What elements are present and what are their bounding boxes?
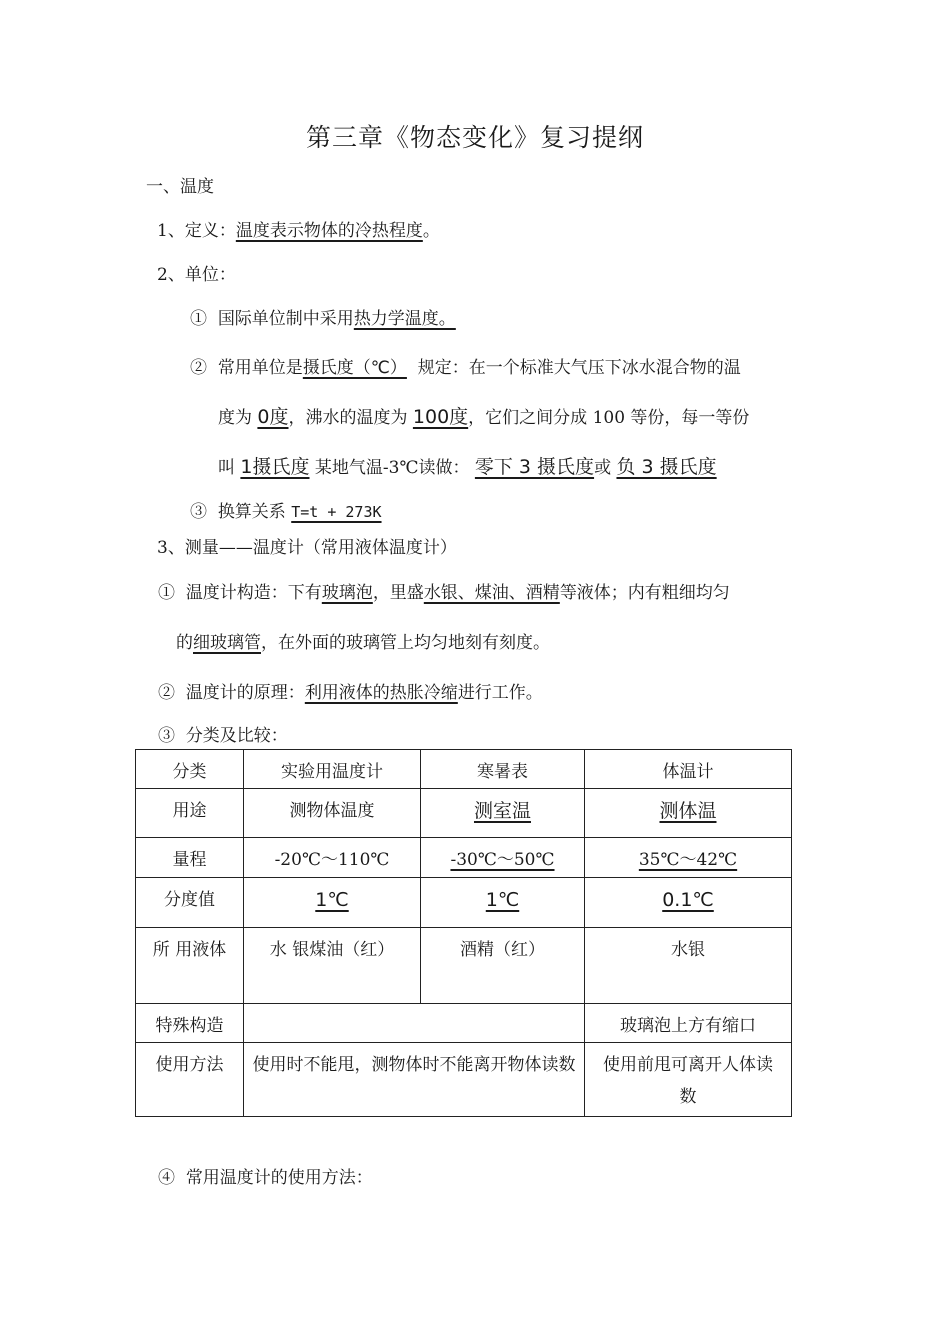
principle-answer: 利用液体的热胀冷缩 — [304, 683, 458, 703]
table-cell — [244, 1004, 585, 1043]
text-span: ，在外面的玻璃管上均匀地刻有刻度。 — [261, 633, 550, 653]
text-span: ，它们之间分成 100 等份，每一等份 — [468, 408, 750, 428]
liquids-answer: 水银、煤油、酒精 — [423, 583, 560, 603]
table-row — [136, 1004, 792, 1043]
text-span: 某地气温-3℃读做： — [314, 458, 470, 478]
definition-answer: 温度表示物体的冷热程度 — [235, 221, 423, 241]
table-row — [136, 928, 792, 1004]
table-cell: 酒精（红） — [421, 928, 585, 1004]
thermometer-comparison-table — [135, 749, 792, 1117]
table-row — [136, 1043, 792, 1117]
text-span: ，里盛 — [372, 583, 424, 603]
table-cell: 使用时不能甩，测物体时不能离开物体读数 — [244, 1043, 585, 1117]
measurement-heading: 3、测量——温度计（常用液体温度计） — [157, 538, 457, 558]
table-cell — [244, 878, 421, 928]
table-cell — [421, 838, 585, 878]
principle-line — [158, 678, 543, 703]
table-cell: -20℃～110℃ — [244, 838, 421, 878]
table-row-label: 使用方法 — [136, 1043, 244, 1117]
table-cell-answer: 测室温 — [473, 800, 531, 822]
table-cell — [585, 789, 792, 838]
table-row-label: 分度值 — [136, 878, 244, 928]
unit-item-2-line3 — [218, 452, 717, 479]
table-cell-answer: 35℃～42℃ — [638, 850, 738, 870]
item-marker: ③ — [190, 502, 207, 522]
item-marker: ④ — [158, 1168, 175, 1188]
unit-item-1 — [190, 304, 456, 329]
boiling-point-answer: 100度 — [412, 406, 469, 428]
text-span: ，沸水的温度为 — [288, 408, 408, 428]
item-marker: ① — [190, 309, 207, 329]
text-span: 叫 — [218, 458, 235, 478]
unit-item-1-answer: 热力学温度。 — [353, 309, 456, 329]
construction-line — [158, 578, 730, 603]
table-header-cell: 寒暑表 — [421, 750, 585, 789]
table-cell — [421, 878, 585, 928]
table-cell: 水 银煤油（红） — [244, 928, 421, 1004]
table-cell — [585, 838, 792, 878]
reading-answer-1: 零下 3 摄氏度 — [474, 456, 595, 478]
table-cell-answer: 测体温 — [659, 800, 717, 822]
table-cell — [421, 789, 585, 838]
unit-item-2-rule: 规定：在一个标准大气压下冰水混合物的温 — [417, 358, 741, 378]
freezing-point-answer: 0度 — [257, 406, 289, 428]
table-cell-answer: 1℃ — [315, 889, 349, 911]
tube-answer: 细玻璃管 — [193, 633, 261, 653]
unit-item-2-text: 常用单位是 — [217, 358, 303, 378]
table-cell-answer: -30℃～50℃ — [450, 850, 555, 870]
table-cell-answer: 0.1℃ — [662, 889, 714, 911]
unit-item-1-text: 国际单位制中采用 — [217, 309, 354, 329]
conversion-formula: T=t + 273K — [291, 503, 382, 521]
table-header-cell: 实验用温度计 — [244, 750, 421, 789]
unit-item-3-text: 换算关系 — [217, 502, 286, 522]
table-cell: 测物体温度 — [244, 789, 421, 838]
text-span: 分类及比较： — [185, 726, 288, 746]
reading-answer-2: 负 3 摄氏度 — [616, 456, 717, 478]
table-row-label: 特殊构造 — [136, 1004, 244, 1043]
table-row-label: 用途 — [136, 789, 244, 838]
unit-item-2 — [190, 353, 741, 378]
section-heading-temperature: 一、温度 — [146, 177, 214, 197]
table-row — [136, 750, 792, 789]
construction-line-2 — [176, 628, 550, 653]
table-header-cell: 体温计 — [585, 750, 792, 789]
definition-line — [157, 216, 440, 241]
table-row-label: 所 用液体 — [136, 928, 244, 1004]
definition-end: 。 — [422, 221, 440, 241]
unit-item-2-line2 — [218, 402, 749, 429]
table-header-cell: 分类 — [136, 750, 244, 789]
text-span: 等液体；内有粗细均匀 — [559, 583, 730, 603]
item-marker: ① — [158, 583, 175, 603]
item-marker: ③ — [158, 726, 175, 746]
unit-item-3 — [190, 497, 382, 522]
table-cell: 使用前甩可离开人体读数 — [585, 1043, 792, 1117]
page-title: 第三章《物态变化》复习提纲 — [305, 123, 644, 152]
text-span: 或 — [594, 458, 612, 478]
table-cell: 玻璃泡上方有缩口 — [585, 1004, 792, 1043]
table-cell: 水银 — [585, 928, 792, 1004]
one-degree-answer: 1摄氏度 — [240, 456, 310, 478]
table-row — [136, 878, 792, 928]
classification-line — [158, 721, 288, 746]
table-row — [136, 838, 792, 878]
unit-item-2-answer: 摄氏度（℃） — [302, 358, 407, 378]
text-span: 常用温度计的使用方法： — [185, 1168, 373, 1188]
item-marker: ② — [190, 358, 207, 378]
table-cell — [585, 878, 792, 928]
item-marker: ② — [158, 683, 175, 703]
text-span: 温度计的原理： — [185, 683, 305, 703]
usage-method-line — [158, 1163, 373, 1188]
text-span: 的 — [176, 633, 193, 653]
text-span: 度为 — [218, 408, 252, 428]
table-row-label: 量程 — [136, 838, 244, 878]
table-row — [136, 789, 792, 838]
text-span: 进行工作。 — [457, 683, 543, 703]
text-span: 温度计构造：下有 — [185, 583, 322, 603]
table-cell-answer: 1℃ — [485, 889, 520, 911]
unit-heading: 2、单位： — [157, 265, 236, 285]
bulb-answer: 玻璃泡 — [321, 583, 373, 603]
definition-label: 1、定义： — [157, 221, 236, 241]
